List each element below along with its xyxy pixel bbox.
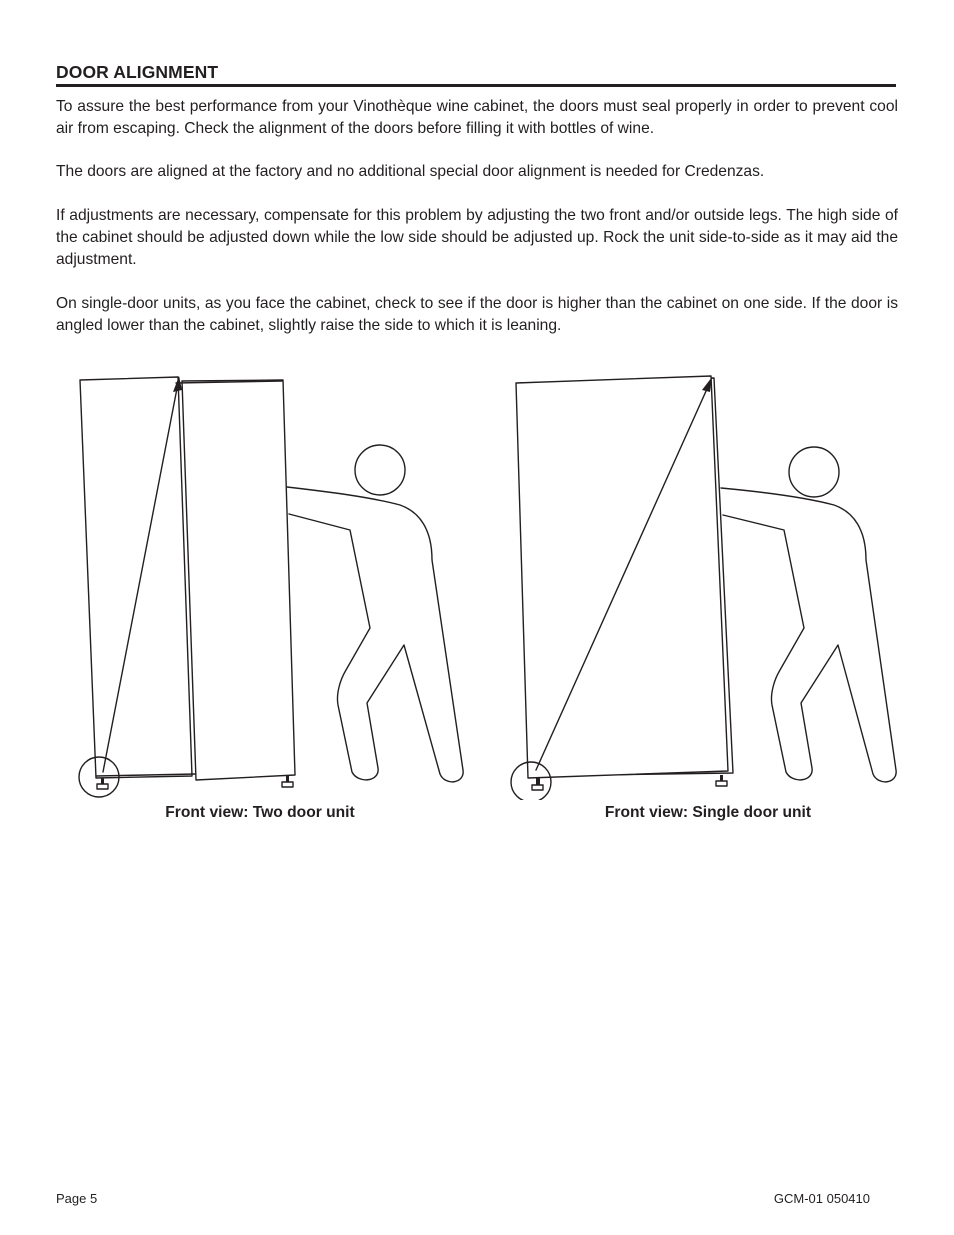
caption-two-door: Front view: Two door unit	[165, 804, 355, 821]
single-door-unit-illustration	[477, 360, 954, 800]
two-door-unit-illustration	[0, 360, 477, 800]
leg-right-icon	[716, 775, 727, 786]
document-code: GCM-01 050410	[773, 1191, 870, 1206]
page-number: Page 5	[56, 1191, 98, 1206]
leg-left-icon	[532, 778, 543, 790]
right-door	[182, 380, 295, 780]
caption-single-door: Front view: Single door unit	[604, 804, 812, 821]
person-pushing-icon	[287, 445, 463, 782]
paragraph-adjustments: If adjustments are necessary, compensate for this problem by adjusting the two front and/or outside legs. The high side of the cabinet should be adjusted down while the low side should be adjusted up. Rock the unit side-to-side as it may aid the adjustment.	[56, 207, 898, 268]
left-door	[80, 377, 192, 778]
section-title: DOOR ALIGNMENT	[56, 62, 896, 87]
paragraph-single-door: On single-door units, as you face the cabinet, check to see if the door is higher than the cabinet on one side. If the door is angled lower than the cabinet, slightly raise the side to which it is leaning.	[56, 295, 898, 334]
person-pushing-icon	[721, 447, 896, 782]
leg-right-icon	[282, 776, 293, 787]
leg-left-icon	[97, 778, 108, 789]
paragraph-credenzas: The doors are aligned at the factory and no additional special door alignment is needed for Credenzas.	[56, 163, 765, 180]
paragraph-intro: To assure the best performance from your Vinothèque wine cabinet, the doors must seal properly in order to prevent cool air from escaping. Check the alignment of the doors before filling it with bottles of wine.	[56, 98, 898, 137]
